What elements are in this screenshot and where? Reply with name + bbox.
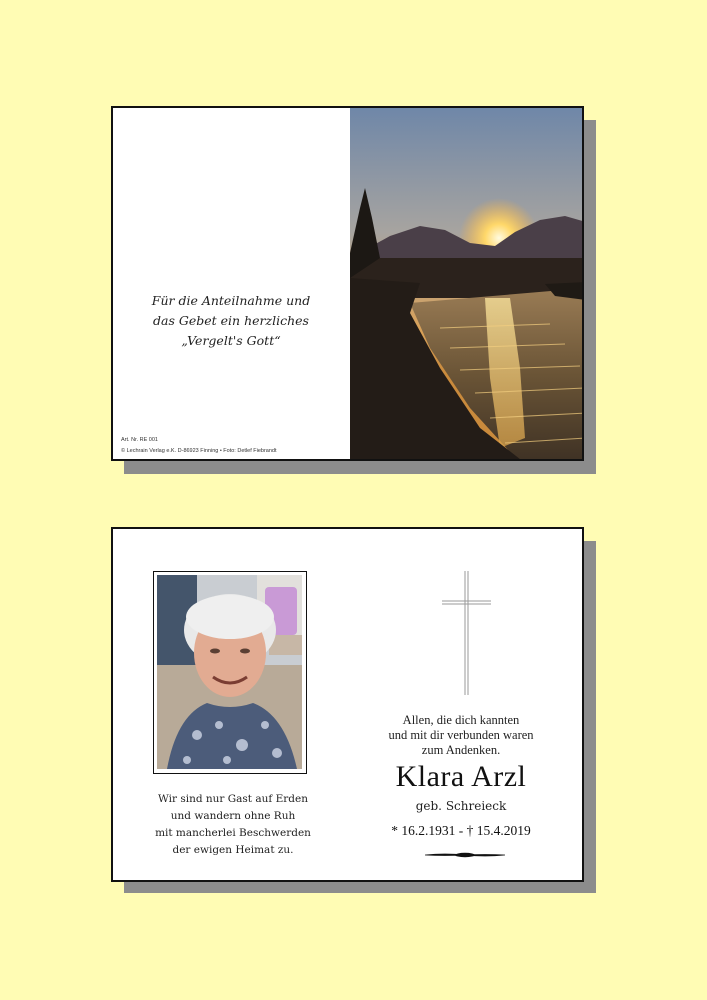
dedication-line: zum Andenken. — [421, 743, 501, 757]
sunset-over-river-photo — [350, 108, 582, 459]
dedication-text — [361, 713, 561, 758]
maiden-name: geb. Schreieck — [415, 799, 507, 813]
deceased-name: Klara Arzl — [395, 760, 527, 793]
thanks-line: „Vergelt's Gott“ — [181, 333, 281, 348]
dedication-line: und mit dir verbunden waren — [388, 728, 534, 742]
life-dates: * 16.2.1931 - † 15.4.2019 — [391, 823, 531, 838]
poem-text — [133, 791, 333, 859]
poem-line: der ewigen Heimat zu. — [172, 844, 294, 856]
card-back — [111, 527, 584, 882]
card-front-left-panel — [113, 108, 349, 459]
thanks-line: Für die Anteilnahme und — [151, 293, 311, 308]
poem-line: Wir sind nur Gast auf Erden — [158, 793, 308, 805]
divider-ornament-icon — [425, 851, 505, 859]
thanks-line: das Gebet ein herzliches — [153, 313, 309, 328]
thanks-text — [113, 291, 349, 351]
sunset-photo-image — [350, 108, 582, 459]
publisher-credit: © Lechrain Verlag e.K. D-86923 Finning • Foto: Detlef Fiebrandt — [121, 448, 277, 454]
dedication-line: Allen, die dich kannten — [402, 713, 520, 727]
elderly-woman-portrait-photo — [157, 575, 302, 769]
article-number: Art. Nr. RE 001 — [121, 437, 158, 443]
poem-line: und wandern ohne Ruh — [170, 810, 296, 822]
portrait-frame — [153, 571, 307, 774]
card-front — [111, 106, 584, 461]
cross-icon — [441, 569, 493, 699]
poem-line: mit mancherlei Beschwerden — [155, 827, 311, 839]
